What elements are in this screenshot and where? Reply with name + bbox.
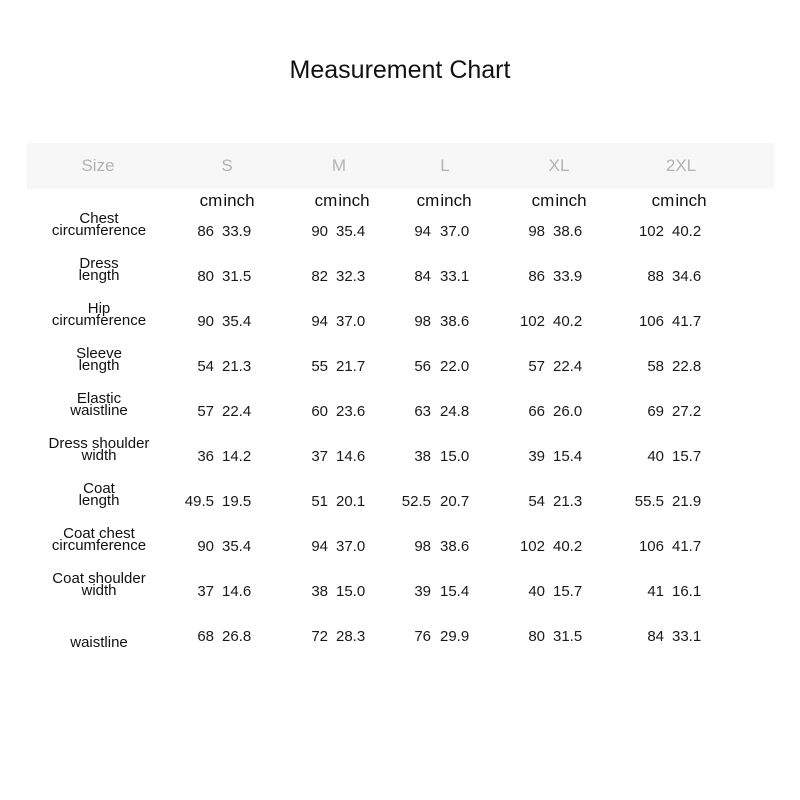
table-row: [0, 527, 800, 572]
cell-cm: 84: [414, 268, 431, 285]
table-row: [0, 392, 800, 437]
row-label-line: width: [81, 582, 117, 599]
row-label-line: Hip: [87, 300, 111, 317]
row-label: [24, 345, 174, 374]
unit-inch-l: inch: [440, 191, 472, 210]
cell-cm: 39: [528, 448, 545, 465]
cell-inch: 20.7: [440, 493, 470, 510]
row-label-line: waistline: [70, 402, 128, 419]
header-size-m: M: [331, 156, 347, 175]
cell-inch: 26.0: [553, 403, 583, 420]
cell-inch: 38.6: [553, 223, 583, 240]
cell-inch: 41.7: [672, 313, 702, 330]
cell-cm: 102: [519, 313, 545, 330]
row-label-line: Dress: [79, 255, 119, 272]
cell-cm: 80: [197, 268, 214, 285]
cell-cm: 90: [197, 538, 214, 555]
cell-inch: 40.2: [553, 313, 583, 330]
cell-cm: 102: [519, 538, 545, 555]
cell-inch: 26.8: [222, 628, 252, 645]
unit-inch-2xl: inch: [675, 191, 707, 210]
cell-inch: 40.2: [672, 223, 702, 240]
table-row: [0, 347, 800, 392]
cell-inch: 14.6: [336, 448, 366, 465]
cell-inch: 15.0: [440, 448, 470, 465]
table-row: [0, 437, 800, 482]
unit-cm-l: cm: [416, 191, 440, 210]
cell-cm: 90: [311, 223, 328, 240]
cell-inch: 15.7: [672, 448, 702, 465]
header-size-xl: XL: [548, 156, 570, 175]
cell-cm: 88: [647, 268, 664, 285]
cell-cm: 106: [638, 538, 664, 555]
row-label-line: circumference: [51, 222, 147, 239]
cell-cm: 69: [647, 403, 664, 420]
cell-cm: 57: [197, 403, 214, 420]
cell-inch: 21.3: [222, 358, 252, 375]
cell-cm: 54: [197, 358, 214, 375]
table-row: [0, 212, 800, 257]
table-row: [0, 572, 800, 617]
cell-cm: 66: [528, 403, 545, 420]
row-label-line: Coat chest: [63, 525, 135, 542]
cell-inch: 40.2: [553, 538, 583, 555]
cell-cm: 98: [414, 538, 431, 555]
row-label-line: waistline: [70, 634, 128, 651]
cell-cm: 49.5: [184, 493, 214, 510]
cell-inch: 15.4: [440, 583, 470, 600]
header-size-2xl: 2XL: [665, 156, 697, 175]
cell-cm: 38: [414, 448, 431, 465]
cell-inch: 15.0: [336, 583, 366, 600]
cell-cm: 52.5: [401, 493, 431, 510]
cell-cm: 72: [311, 628, 328, 645]
row-label: [24, 435, 174, 464]
cell-inch: 37.0: [336, 538, 366, 555]
cell-cm: 98: [414, 313, 431, 330]
cell-inch: 29.9: [440, 628, 470, 645]
cell-inch: 34.6: [672, 268, 702, 285]
cell-cm: 51: [311, 493, 328, 510]
cell-inch: 22.4: [553, 358, 583, 375]
cell-inch: 38.6: [440, 313, 470, 330]
cell-inch: 15.4: [553, 448, 583, 465]
cell-cm: 102: [638, 223, 664, 240]
row-label: [24, 525, 174, 554]
cell-cm: 56: [414, 358, 431, 375]
unit-cm-2xl: cm: [651, 191, 675, 210]
cell-inch: 35.4: [336, 223, 366, 240]
row-label-line: length: [78, 267, 120, 284]
cell-cm: 38: [311, 583, 328, 600]
cell-inch: 22.8: [672, 358, 702, 375]
cell-inch: 33.1: [672, 628, 702, 645]
cell-inch: 24.8: [440, 403, 470, 420]
cell-inch: 21.9: [672, 493, 702, 510]
row-label-line: length: [78, 492, 120, 509]
cell-cm: 63: [414, 403, 431, 420]
cell-cm: 94: [311, 313, 328, 330]
cell-cm: 94: [311, 538, 328, 555]
row-label-line: Sleeve: [76, 345, 122, 362]
cell-cm: 84: [647, 628, 664, 645]
cell-inch: 28.3: [336, 628, 366, 645]
row-label-line: Dress shoulder: [48, 435, 150, 452]
cell-cm: 82: [311, 268, 328, 285]
cell-cm: 36: [197, 448, 214, 465]
cell-inch: 21.3: [553, 493, 583, 510]
cell-inch: 41.7: [672, 538, 702, 555]
cell-cm: 55.5: [634, 493, 664, 510]
cell-inch: 38.6: [440, 538, 470, 555]
cell-inch: 35.4: [222, 538, 252, 555]
cell-cm: 54: [528, 493, 545, 510]
cell-cm: 55: [311, 358, 328, 375]
table-header: [27, 143, 774, 189]
row-label-line: Coat shoulder: [52, 570, 146, 587]
row-label: [24, 480, 174, 509]
row-label: [24, 300, 174, 329]
cell-cm: 40: [647, 448, 664, 465]
cell-inch: 31.5: [222, 268, 252, 285]
unit-cm-s: cm: [199, 191, 223, 210]
unit-inch-s: inch: [223, 191, 255, 210]
cell-inch: 37.0: [440, 223, 470, 240]
cell-cm: 60: [311, 403, 328, 420]
cell-inch: 33.1: [440, 268, 470, 285]
cell-inch: 14.6: [222, 583, 252, 600]
row-label-line: circumference: [51, 312, 147, 329]
unit-inch-m: inch: [338, 191, 370, 210]
cell-inch: 33.9: [553, 268, 583, 285]
cell-inch: 33.9: [222, 223, 252, 240]
header-size-l: L: [440, 156, 450, 175]
cell-inch: 31.5: [553, 628, 583, 645]
cell-cm: 37: [311, 448, 328, 465]
row-label: [24, 634, 174, 652]
row-label-line: width: [81, 447, 117, 464]
cell-cm: 57: [528, 358, 545, 375]
header-size-s: S: [221, 156, 233, 175]
cell-cm: 58: [647, 358, 664, 375]
cell-inch: 22.0: [440, 358, 470, 375]
cell-cm: 39: [414, 583, 431, 600]
cell-cm: 94: [414, 223, 431, 240]
table-row: [0, 617, 800, 662]
cell-cm: 68: [197, 628, 214, 645]
row-label-line: circumference: [51, 537, 147, 554]
cell-cm: 76: [414, 628, 431, 645]
cell-inch: 19.5: [222, 493, 252, 510]
row-label-line: Chest: [79, 210, 119, 227]
cell-inch: 15.7: [553, 583, 583, 600]
units-row: [0, 190, 800, 212]
cell-cm: 41: [647, 583, 664, 600]
cell-inch: 21.7: [336, 358, 366, 375]
cell-inch: 16.1: [672, 583, 702, 600]
table-row: [0, 302, 800, 347]
row-label-line: Elastic: [76, 390, 122, 407]
unit-inch-xl: inch: [555, 191, 587, 210]
cell-cm: 86: [197, 223, 214, 240]
row-label: [24, 210, 174, 239]
page-title: Measurement Chart: [289, 56, 511, 84]
row-label-line: Coat: [83, 480, 115, 497]
cell-inch: 22.4: [222, 403, 252, 420]
unit-cm-xl: cm: [531, 191, 555, 210]
unit-cm-m: cm: [314, 191, 338, 210]
cell-inch: 23.6: [336, 403, 366, 420]
cell-inch: 35.4: [222, 313, 252, 330]
cell-inch: 20.1: [336, 493, 366, 510]
row-label: [24, 390, 174, 419]
row-label: [24, 255, 174, 284]
header-size-label: Size: [81, 156, 115, 175]
cell-cm: 37: [197, 583, 214, 600]
cell-cm: 106: [638, 313, 664, 330]
row-label: [24, 570, 174, 599]
cell-inch: 14.2: [222, 448, 252, 465]
table-row: [0, 482, 800, 527]
cell-cm: 80: [528, 628, 545, 645]
cell-inch: 32.3: [336, 268, 366, 285]
cell-cm: 40: [528, 583, 545, 600]
cell-cm: 98: [528, 223, 545, 240]
cell-cm: 90: [197, 313, 214, 330]
table-row: [0, 257, 800, 302]
row-label-line: length: [78, 357, 120, 374]
cell-cm: 86: [528, 268, 545, 285]
cell-inch: 27.2: [672, 403, 702, 420]
cell-inch: 37.0: [336, 313, 366, 330]
